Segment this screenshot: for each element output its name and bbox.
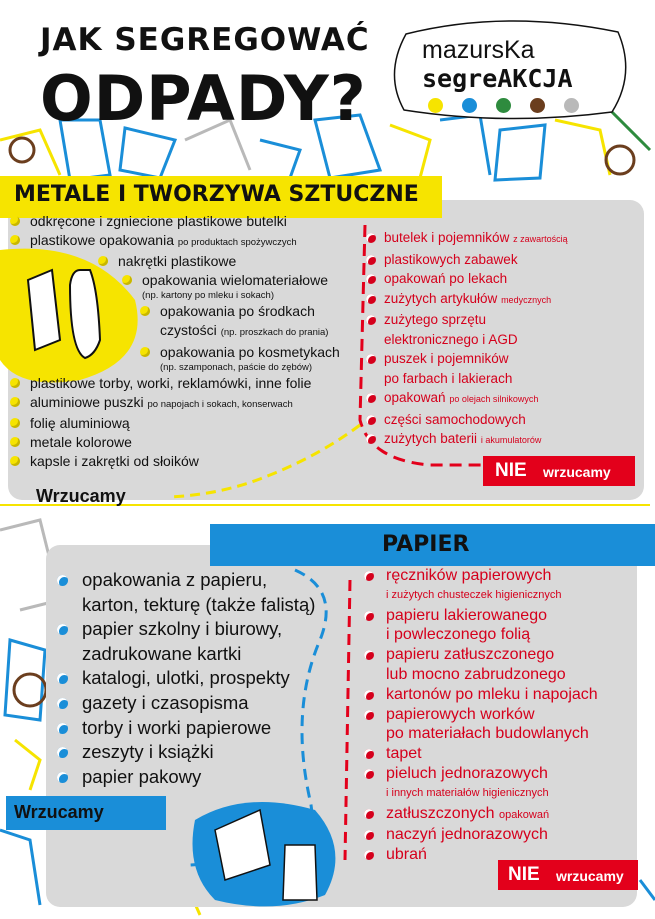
logo-dot-brown: [530, 98, 545, 113]
list-item: zużytych artykułów medycznych: [362, 289, 642, 311]
list-item: papier pakowy: [54, 765, 364, 790]
logo-dot-yellow: [428, 98, 443, 113]
list-item-note: i innych materiałów higienicznych: [386, 786, 549, 799]
list-item: opakowań po olejach silnikowych: [362, 388, 642, 410]
list-item-cont: lub mocno zabrudzonego: [386, 665, 566, 683]
list-item: katalogi, ulotki, prospekty: [54, 666, 364, 691]
papier-accept-label: Wrzucamy: [14, 802, 104, 822]
list-item-note: (np. szamponach, paście do zębów): [160, 362, 313, 374]
list-item: części samochodowych: [362, 410, 642, 430]
page-title-line2: ODPADY?: [40, 62, 367, 135]
list-item: papier szkolny i biurowy,: [54, 617, 364, 642]
list-item: papieru lakierowanego: [360, 606, 645, 626]
list-item: puszek i pojemników: [362, 349, 642, 369]
list-item: zeszyty i książki: [54, 740, 364, 765]
metale-accept-label: Wrzucamy: [36, 486, 126, 506]
page-title-line1: JAK SEGREGOWAĆ: [40, 22, 370, 58]
list-item-cont: i powleczonego folią: [386, 626, 531, 644]
papier-accept-badge: [6, 796, 166, 830]
list-item: aluminiowe puszki po napojach i sokach, konserwach: [8, 393, 368, 415]
list-item: opakowania po środkach: [138, 302, 368, 321]
list-item: nakrętki plastikowe: [96, 252, 368, 271]
list-item: zatłuszczonych opakowań: [360, 804, 645, 826]
list-item: papieru zatłuszczonego: [360, 645, 645, 665]
list-item: opakowania po kosmetykach: [138, 343, 368, 362]
list-item: odkręcone i zgniecione plastikowe butelki: [8, 212, 368, 231]
list-item: naczyń jednorazowych: [360, 825, 645, 845]
list-item: papierowych worków: [360, 705, 645, 725]
logo-line1: mazursKа: [422, 36, 535, 64]
list-item-cont: elektronicznego i AGD: [384, 331, 518, 347]
list-item: butelek i pojemników z zawartością: [362, 228, 642, 250]
metale-reject-badge: NIE wrzucamy: [483, 456, 635, 486]
logo-dot-blue: [462, 98, 477, 113]
list-item: ręczników papierowych: [360, 566, 645, 586]
metale-heading: METALE I TWORZYWA SZTUCZNE: [14, 182, 419, 207]
list-item: ubrań: [360, 845, 645, 865]
papier-accept-list: [54, 568, 364, 789]
list-item: pieluch jednorazowych: [360, 764, 645, 784]
list-item: opakowania z papieru,: [54, 568, 364, 593]
list-item: czystości (np. proszkach do prania): [160, 321, 329, 338]
papier-reject-badge: NIE wrzucamy: [498, 860, 638, 890]
list-item: folię aluminiową: [8, 414, 368, 433]
list-item: gazety i czasopisma: [54, 691, 364, 716]
list-item: torby i worki papierowe: [54, 716, 364, 741]
papier-heading: PAPIER: [382, 532, 470, 557]
list-item: plastikowych zabawek: [362, 250, 642, 270]
list-item-note: (np. kartony po mleku i sokach): [142, 290, 275, 302]
logo-dot-gray: [564, 98, 579, 113]
list-item: kartonów po mleku i napojach: [360, 685, 645, 705]
list-item-cont: po materiałach budowlanych: [386, 725, 589, 743]
list-item: kapsle i zakrętki od słoików: [8, 452, 368, 471]
metale-reject-list: [362, 228, 642, 451]
blue-blob: [185, 790, 355, 919]
list-item: opakowania wielomateriałowe: [120, 271, 368, 290]
list-item-note: i zużytych chusteczek higienicznych: [386, 588, 562, 601]
list-item: tapet: [360, 744, 645, 764]
list-item: plastikowe opakowania po produktach spożywczych: [8, 231, 368, 253]
list-item: opakowań po lekach: [362, 269, 642, 289]
list-item: metale kolorowe: [8, 433, 368, 452]
list-item-cont: karton, tekturę (także falistą): [82, 593, 316, 615]
list-item: zużytego sprzętu: [362, 310, 642, 330]
papier-reject-list: [360, 566, 645, 865]
logo: [386, 14, 632, 122]
logo-line2: segreAKCJA: [422, 64, 573, 93]
logo-dot-green: [496, 98, 511, 113]
list-item: plastikowe torby, worki, reklamówki, inne folie: [8, 374, 368, 393]
list-item: zużytych baterii i akumulatorów: [362, 429, 642, 451]
list-item-cont: po farbach i lakierach: [384, 370, 513, 386]
list-item-cont: zadrukowane kartki: [82, 642, 242, 664]
